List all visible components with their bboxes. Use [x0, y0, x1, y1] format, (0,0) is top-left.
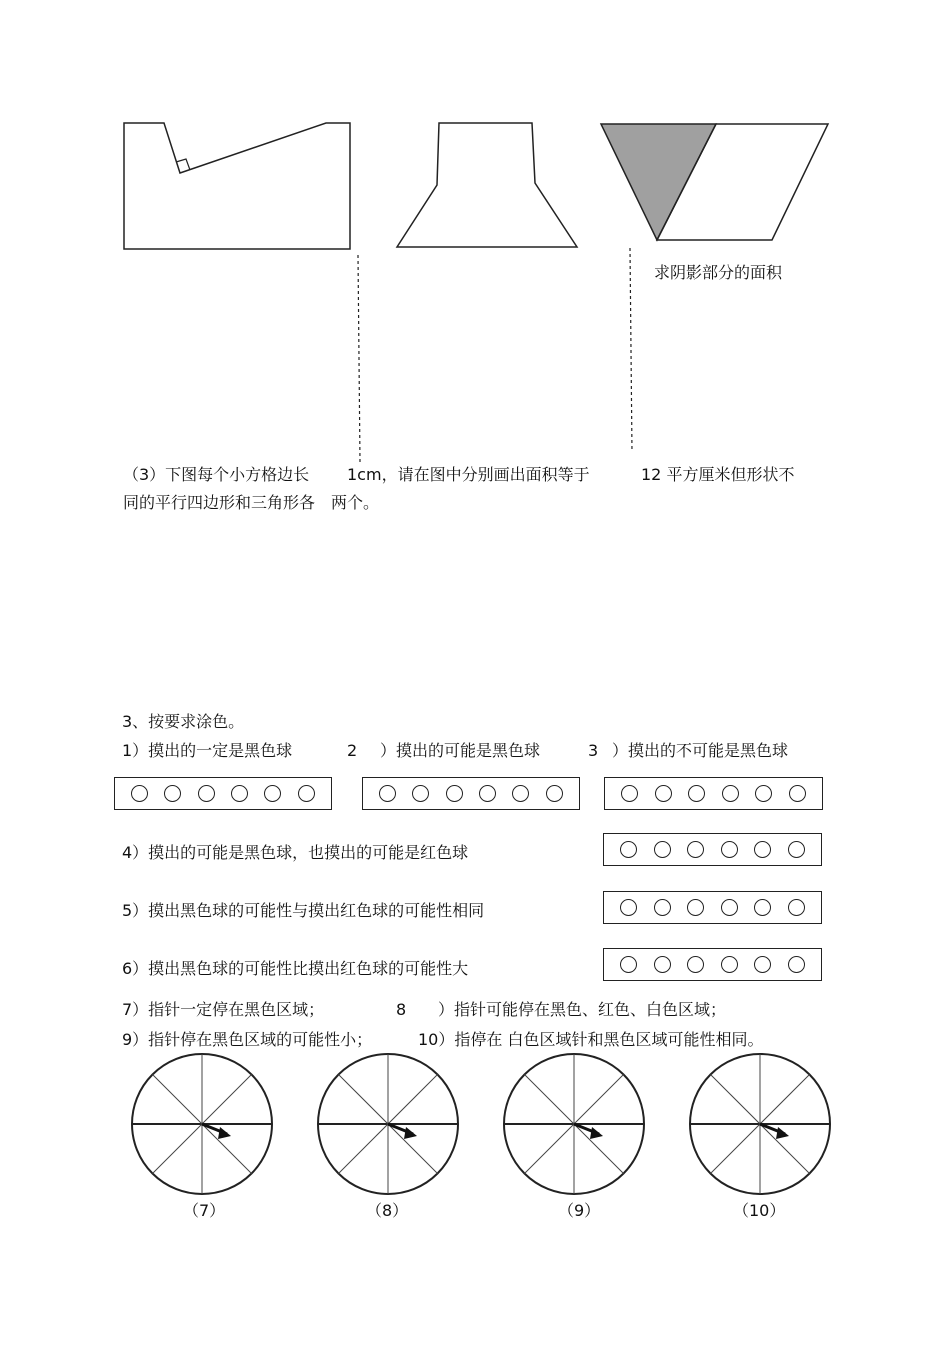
grid-question-part-b: 1cm，请在图中分别画出面积等于	[347, 465, 590, 484]
coloring-heading: 3、按要求涂色。	[122, 712, 245, 731]
question-1: 1）摸出的一定是黑色球	[122, 741, 293, 760]
question-6: 6）摸出黑色球的可能性比摸出红色球的可能性大	[122, 959, 469, 978]
spinner-label-8: （8）	[366, 1201, 409, 1220]
question-2-number: 2	[347, 741, 358, 760]
question-5: 5）摸出黑色球的可能性与摸出红色球的可能性相同	[122, 901, 485, 920]
spinner-label-10: （10）	[733, 1201, 786, 1220]
question-8: ）指针可能停在黑色、红色、白色区域；	[438, 1000, 727, 1019]
spinner-label-9: （9）	[558, 1201, 601, 1220]
spinner-10[interactable]	[690, 1054, 830, 1194]
question-4: 4）摸出的可能是黑色球，也摸出的可能是红色球	[122, 843, 469, 862]
question-8-number: 8	[396, 1000, 407, 1019]
grid-question-part-a: （3）下图每个小方格边长	[123, 465, 310, 484]
grid-question-line-2: 同的平行四边形和三角形各 两个。	[123, 493, 380, 512]
spinner-9[interactable]	[504, 1054, 644, 1194]
question-3: ）摸出的不可能是黑色球	[612, 741, 789, 760]
question-7: 7）指针一定停在黑色区域；	[122, 1000, 325, 1019]
question-9: 9）指针停在黑色区域的可能性小；	[122, 1030, 373, 1049]
spinner-7[interactable]	[132, 1054, 272, 1194]
shaded-area-caption: 求阴影部分的面积	[654, 263, 783, 282]
spinner-label-7: （7）	[183, 1201, 226, 1220]
question-10: 10）指停在 白色区域针和黑色区域可能性相同。	[418, 1030, 764, 1049]
grid-question-part-c: 12 平方厘米但形状不	[641, 465, 795, 484]
question-2: ）摸出的可能是黑色球	[380, 741, 541, 760]
question-3-number: 3	[588, 741, 599, 760]
spinner-8[interactable]	[318, 1054, 458, 1194]
